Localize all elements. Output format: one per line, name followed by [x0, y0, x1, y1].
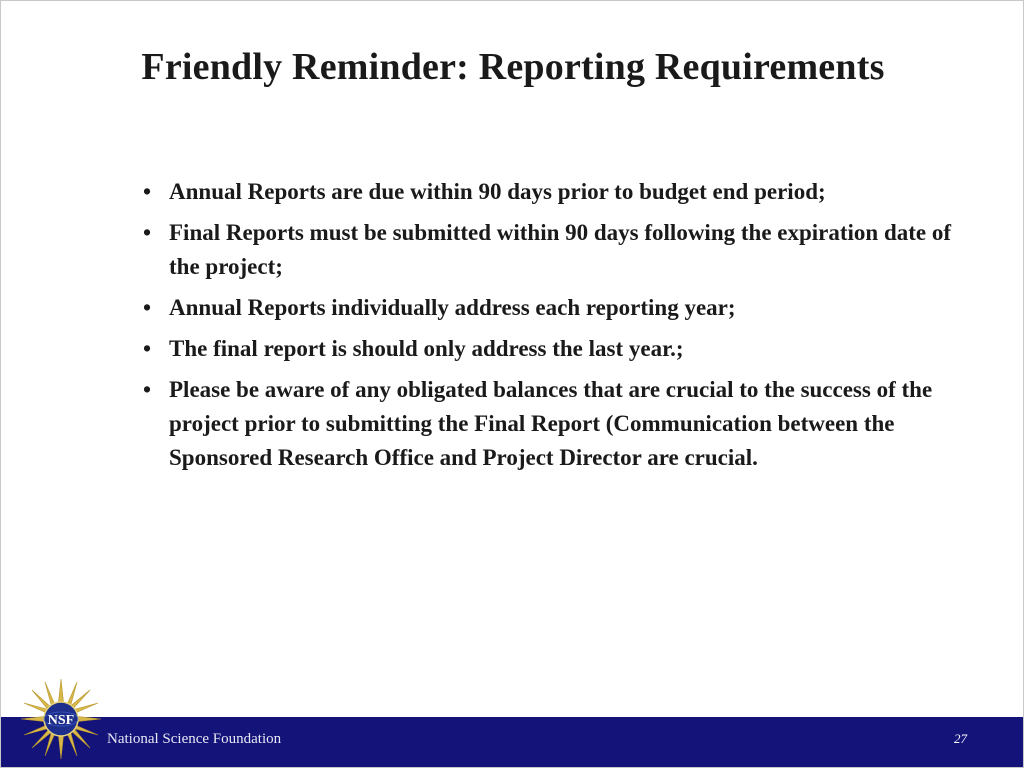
bullet-list — [139, 175, 969, 482]
bullet-text: Please be aware of any obligated balances that are crucial to the success of the project prior to submitting the Final Report (Communication between the Sponsored Research Office and Project Director are crucial. — [169, 377, 933, 470]
bullet-dot-icon: • — [143, 220, 152, 245]
nsf-logo-icon — [19, 677, 103, 761]
slide-title: Friendly Reminder: Reporting Requirements — [141, 46, 885, 88]
bullet-dot-icon: • — [143, 295, 152, 320]
bullet-dot-icon: • — [143, 377, 152, 402]
page-number: 27 — [954, 731, 967, 746]
bullet-dot-icon: • — [143, 336, 152, 361]
footer-bar — [1, 717, 1024, 768]
bullet-item — [139, 291, 969, 325]
bullet-text: Annual Reports individually address each reporting year; — [169, 295, 736, 320]
bullet-text: Final Reports must be submitted within 90 days following the expiration date of the project; — [169, 220, 952, 279]
bullet-item — [139, 175, 969, 209]
bullet-dot-icon: • — [143, 179, 152, 204]
bullet-text: Annual Reports are due within 90 days prior to budget end period; — [169, 179, 826, 204]
logo-text: NSF — [47, 713, 75, 728]
bullet-item — [139, 216, 969, 284]
bullet-item — [139, 332, 969, 366]
organization-name: National Science Foundation — [107, 731, 282, 747]
bullet-text: The final report is should only address the last year.; — [169, 336, 684, 361]
bullet-item — [139, 373, 969, 475]
